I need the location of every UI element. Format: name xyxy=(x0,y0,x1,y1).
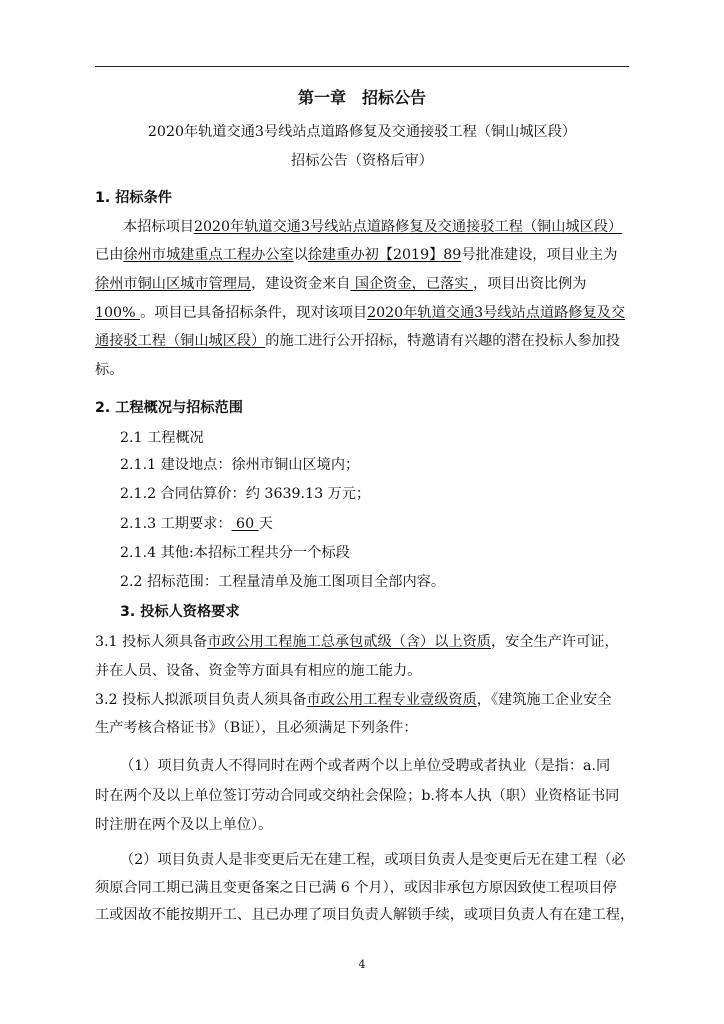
req-3-2-line-2: 生产考核合格证书》（B证），且必须满足下列条件： xyxy=(95,720,418,736)
section-3-heading: 3. 投标人资格要求 xyxy=(120,604,240,620)
condition-2-line-1: （2）项目负责人是非变更后无在建工程，或项目负责人是变更后无在建工程（必 xyxy=(120,852,626,868)
approver-name: 徐州市城建重点工程办公室 xyxy=(123,247,294,263)
text-span: 3.2 投标人拟派项目负责人须具备 xyxy=(95,692,307,708)
header-rule xyxy=(95,66,629,67)
item-2-2: 2.2 招标范围：工程量清单及施工图项目全部内容。 xyxy=(120,574,446,590)
project-name-b: 通接驳工程（铜山城区段） xyxy=(95,333,266,349)
project-name-link: 2020年轨道交通3号线站点道路修复及交通接驳工程（铜山城区段） xyxy=(193,219,623,235)
text-span: 号批准建设，项目业主为 xyxy=(461,247,618,263)
text-span: 2.1.3 工期要求： xyxy=(120,516,232,532)
item-2-1-1: 2.1.1 建设地点：徐州市铜山区境内； xyxy=(120,457,360,473)
approval-doc-number: 徐建重办初【2019】89 xyxy=(307,247,462,263)
text-span: ，《建筑施工企业安全 xyxy=(476,692,612,708)
project-title: 2020年轨道交通3号线站点道路修复及交通接驳工程（铜山城区段） xyxy=(147,124,577,140)
req-3-2-line-1 xyxy=(95,690,635,710)
item-2-1-2: 2.1.2 合同估算价：约 3639.13 万元； xyxy=(120,486,371,502)
funding-source: 国企资金，已落实 xyxy=(350,276,473,292)
text-span: ，项目出资比例为 xyxy=(472,276,587,292)
condition-1-line-2: 时在两个及以上单位签订劳动合同或交纳社会保险；b.将本人执（职）业资格证书同 xyxy=(95,788,620,804)
chapter-heading xyxy=(95,88,629,108)
item-2-1-3 xyxy=(120,514,660,534)
text-span: 天 xyxy=(258,516,273,532)
condition-2-line-2: 须原合同工期已满且变更备案之日已满 6 个月），或因非承包方原因致使工程项目停 xyxy=(95,880,617,896)
section-1-heading: 1. 招标条件 xyxy=(95,190,172,206)
notice-subtitle: 招标公告（资格后审） xyxy=(291,153,433,169)
text-span: 3.1 投标人须具备 xyxy=(95,634,208,650)
text-span: 以 xyxy=(293,247,308,263)
text-span: 本招标项目 xyxy=(123,219,194,235)
duration-days: 60 xyxy=(231,516,259,532)
text-span: ，建设资金来自 xyxy=(251,276,351,292)
section-1-line-6: 标。 xyxy=(95,362,124,378)
chapter-number: 第一章 xyxy=(297,88,346,107)
section-1-line-1 xyxy=(123,217,663,237)
section-1-line-3 xyxy=(95,274,635,294)
condition-1-line-1: （1）项目负责人不得同时在两个或者两个以上单位受聘或者执业（是指：a.同 xyxy=(120,758,611,774)
section-1-line-4 xyxy=(95,303,635,323)
text-span: 已由 xyxy=(95,247,124,263)
section-2-heading: 2. 工程概况与招标范围 xyxy=(95,400,243,416)
item-2-1-4: 2.1.4 其他:本招标工程共分一个标段 xyxy=(120,545,350,561)
section-1-line-2 xyxy=(95,245,635,265)
page-number: 4 xyxy=(358,958,366,971)
condition-1-line-3: 时注册在两个及以上单位）。 xyxy=(95,817,273,833)
chapter-title: 招标公告 xyxy=(362,88,427,107)
contractor-qualification: 市政公用工程施工总承包贰级（含）以上资质 xyxy=(207,634,491,650)
req-3-1-line-2: 并在人员、设备、资金等方面具有相应的施工能力。 xyxy=(95,663,422,679)
req-3-1-line-1 xyxy=(95,632,635,652)
manager-qualification: 市政公用工程专业壹级资质 xyxy=(306,692,477,708)
section-1-line-5 xyxy=(95,331,635,351)
funding-ratio: 100% xyxy=(95,305,141,321)
condition-2-line-3: 工或因故不能按期开工、且已办理了项目负责人解锁手续，或项目负责人有在建工程， xyxy=(95,907,635,923)
text-span: 的施工进行公开招标，特邀请有兴趣的潜在投标人参加投 xyxy=(265,333,620,349)
project-name-a: 2020年轨道交通3号线站点道路修复及交 xyxy=(367,305,626,321)
text-span: ，安全生产许可证， xyxy=(490,634,619,650)
text-span: 。项目已具备招标条件，现对该项目 xyxy=(140,305,368,321)
owner-name: 徐州市铜山区城市管理局 xyxy=(95,276,252,292)
item-2-1: 2.1 工程概况 xyxy=(120,430,204,446)
